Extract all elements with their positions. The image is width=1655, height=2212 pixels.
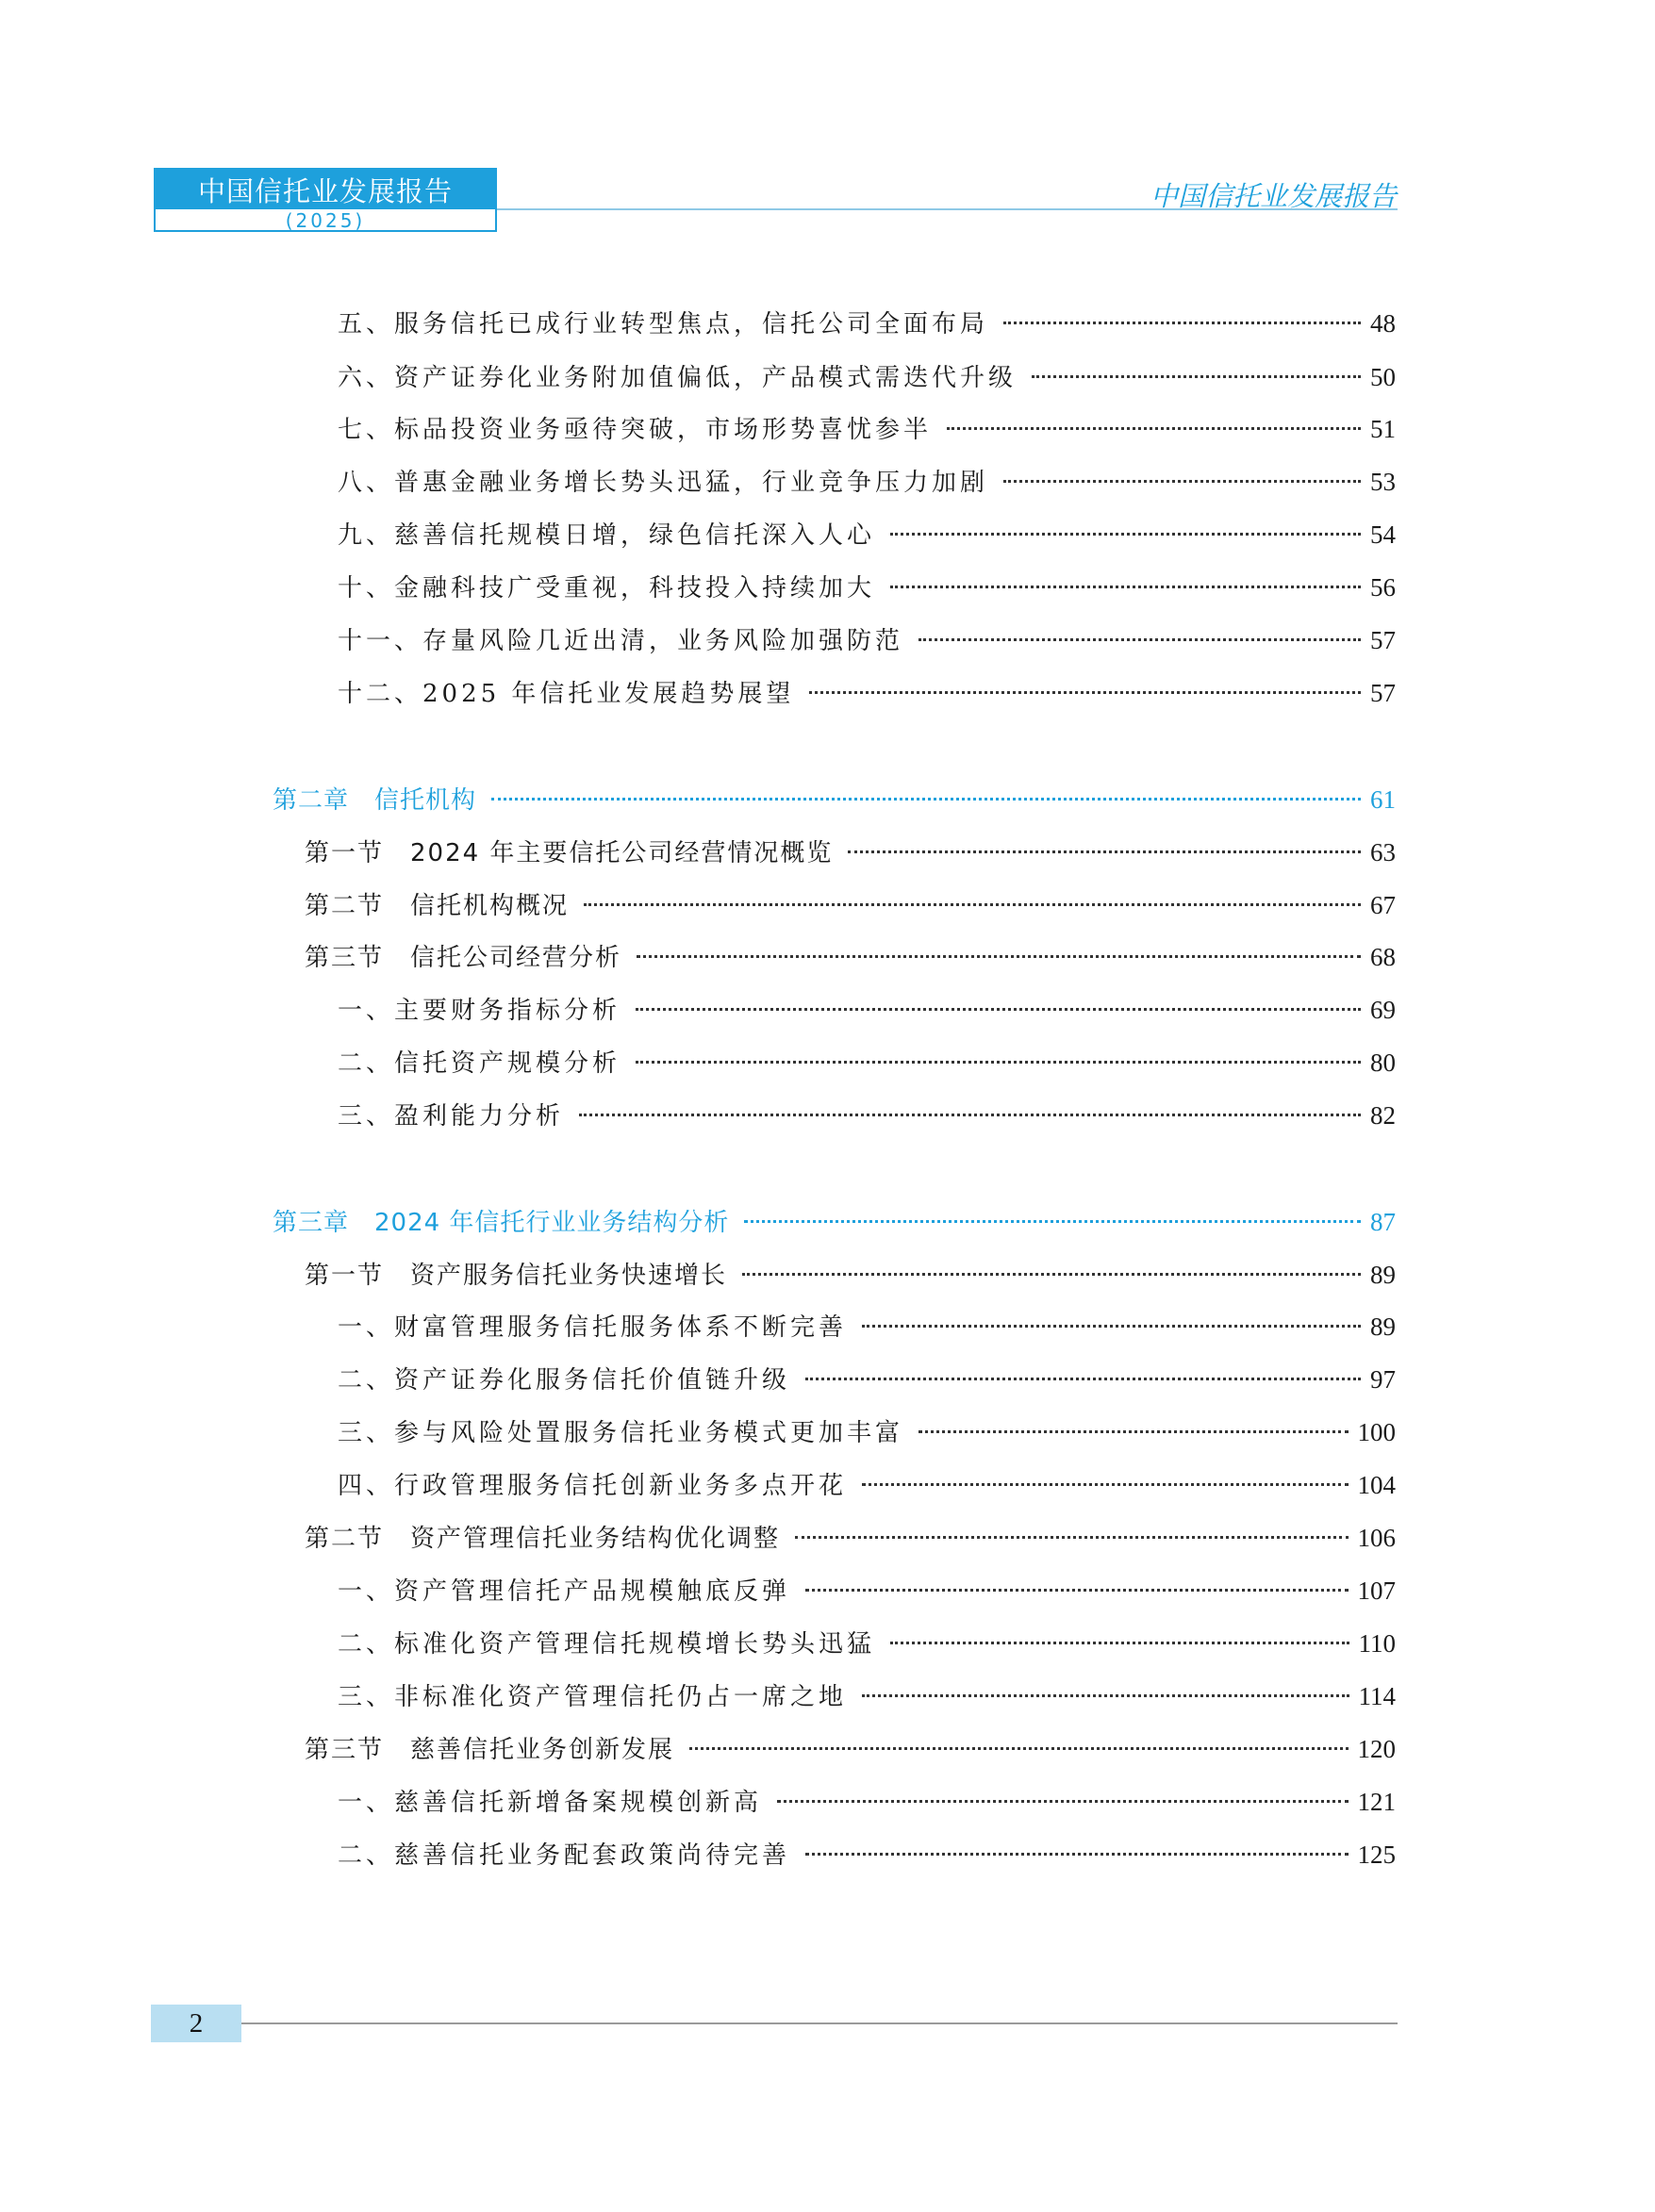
toc-leader-dots — [584, 903, 1361, 906]
toc-section-entry[interactable] — [305, 938, 1396, 976]
toc-entry-label: 一、资产管理信托产品规模触底反弹 — [338, 1577, 791, 1606]
header-left-title: 中国信托业发展报告 — [156, 170, 495, 209]
toc-section-label: 第三节 信托公司经营分析 — [305, 944, 622, 972]
toc-entry-label: 五、服务信托已成行业转型焦点，信托公司全面布局 — [338, 310, 989, 338]
toc-section-label: 第三节 慈善信托业务创新发展 — [305, 1736, 675, 1764]
toc-entry[interactable] — [338, 1361, 1396, 1398]
toc-section-label: 第二节 信托机构概况 — [305, 892, 570, 920]
toc-leader-dots — [742, 1273, 1361, 1276]
toc-leader-dots — [862, 1694, 1349, 1697]
toc-entry-label: 九、慈善信托规模日增，绿色信托深入人心 — [338, 521, 876, 550]
toc-entry-page: 97 — [1370, 1365, 1396, 1394]
page-number: 2 — [151, 2005, 241, 2042]
toc-section-entry[interactable] — [305, 886, 1396, 924]
toc-leader-dots — [919, 638, 1361, 641]
toc-entry-page: 125 — [1357, 1841, 1396, 1869]
toc-leader-dots — [809, 691, 1361, 694]
toc-entry-label: 六、资产证券化业务附加值偏低，产品模式需迭代升级 — [338, 364, 1018, 392]
toc-leader-dots — [1003, 480, 1361, 483]
toc-entry-page: 69 — [1370, 996, 1396, 1024]
header-left-year: (2025) — [285, 209, 366, 232]
toc-leader-dots — [890, 586, 1361, 588]
toc-entry-label: 三、参与风险处置服务信托业务模式更加丰富 — [338, 1419, 904, 1447]
toc-entry-label: 二、信托资产规模分析 — [338, 1049, 621, 1078]
toc-entry-label: 四、行政管理服务信托创新业务多点开花 — [338, 1472, 848, 1500]
toc-entry-page: 107 — [1357, 1576, 1396, 1605]
toc-entry[interactable] — [338, 674, 1396, 712]
toc-leader-dots — [947, 427, 1361, 430]
toc-entry-label: 十、金融科技广受重视，科技投入持续加大 — [338, 574, 876, 603]
toc-entry-page: 53 — [1370, 468, 1396, 496]
toc-chapter-label: 第二章 信托机构 — [273, 786, 477, 815]
toc-entry-page: 89 — [1370, 1312, 1396, 1341]
toc-section-label: 第一节 2024 年主要信托公司经营情况概览 — [305, 839, 834, 867]
toc-leader-dots — [805, 1378, 1361, 1380]
toc-entry[interactable] — [338, 1308, 1396, 1345]
toc-entry-page: 80 — [1370, 1048, 1396, 1077]
toc-entry[interactable] — [338, 1466, 1396, 1504]
toc-entry[interactable] — [338, 463, 1396, 501]
toc-leader-dots — [744, 1220, 1361, 1223]
toc-entry-label: 一、财富管理服务信托服务体系不断完善 — [338, 1313, 848, 1342]
toc-entry-page: 110 — [1358, 1629, 1396, 1658]
toc-entry-page: 114 — [1358, 1682, 1396, 1710]
toc-section-label: 第一节 资产服务信托业务快速增长 — [305, 1262, 728, 1290]
toc-section-page: 63 — [1370, 838, 1396, 867]
toc-section-page: 67 — [1370, 891, 1396, 919]
toc-leader-dots — [637, 955, 1361, 958]
toc-entry-label: 三、非标准化资产管理信托仍占一席之地 — [338, 1683, 848, 1711]
toc-chapter-page: 87 — [1370, 1208, 1396, 1236]
toc-leader-dots — [491, 798, 1361, 801]
toc-entry-page: 100 — [1357, 1418, 1396, 1446]
toc-entry[interactable] — [338, 1625, 1396, 1662]
toc-entry[interactable] — [338, 358, 1396, 396]
toc-section-entry[interactable] — [305, 1519, 1396, 1557]
toc-section-entry[interactable] — [305, 1730, 1396, 1768]
toc-entry-page: 57 — [1370, 626, 1396, 654]
toc-entry-label: 二、资产证券化服务信托价值链升级 — [338, 1366, 791, 1395]
toc-entry-label: 十一、存量风险几近出清，业务风险加强防范 — [338, 627, 904, 655]
toc-entry-label: 三、盈利能力分析 — [338, 1102, 565, 1131]
toc-chapter-page: 61 — [1370, 785, 1396, 814]
footer-rule — [241, 2022, 1398, 2024]
toc-entry[interactable] — [338, 305, 1396, 342]
toc-entry[interactable] — [338, 1677, 1396, 1715]
toc-entry[interactable] — [338, 621, 1396, 659]
toc-section-page: 106 — [1357, 1524, 1396, 1552]
toc-entry[interactable] — [338, 1097, 1396, 1134]
toc-leader-dots — [805, 1853, 1348, 1856]
toc-entry-label: 一、主要财务指标分析 — [338, 997, 621, 1025]
toc-entry[interactable] — [338, 1572, 1396, 1609]
header-right-title: 中国信托业发展报告 — [1150, 180, 1397, 212]
toc-chapter-label: 第三章 2024 年信托行业业务结构分析 — [273, 1209, 730, 1237]
toc-section-page: 68 — [1370, 943, 1396, 971]
toc-leader-dots — [636, 1008, 1361, 1011]
toc-entry[interactable] — [338, 1836, 1396, 1874]
toc-entry-label: 八、普惠金融业务增长势头迅猛，行业竞争压力加剧 — [338, 469, 989, 497]
toc-leader-dots — [919, 1430, 1348, 1433]
toc-entry-label: 二、慈善信托业务配套政策尚待完善 — [338, 1841, 791, 1870]
toc-entry[interactable] — [338, 1413, 1396, 1451]
toc-leader-dots — [795, 1536, 1348, 1539]
toc-entry[interactable] — [338, 569, 1396, 606]
toc-leader-dots — [636, 1061, 1361, 1064]
toc-entry-page: 104 — [1357, 1471, 1396, 1499]
toc-entry[interactable] — [338, 991, 1396, 1029]
toc-entry[interactable] — [338, 410, 1396, 448]
toc-leader-dots — [862, 1325, 1361, 1328]
toc-section-page: 89 — [1370, 1261, 1396, 1289]
toc-leader-dots — [862, 1483, 1348, 1486]
toc-entry-page: 121 — [1357, 1788, 1396, 1816]
toc-leader-dots — [1003, 322, 1361, 324]
toc-leader-dots — [1032, 375, 1361, 378]
toc-leader-dots — [848, 850, 1361, 853]
toc-chapter-entry[interactable] — [273, 781, 1396, 818]
toc-entry-page: 48 — [1370, 309, 1396, 338]
toc-section-entry[interactable] — [305, 834, 1396, 871]
toc-entry[interactable] — [338, 516, 1396, 553]
toc-leader-dots — [579, 1114, 1361, 1116]
toc-entry-label: 七、标品投资业务亟待突破，市场形势喜忧参半 — [338, 416, 933, 444]
toc-leader-dots — [890, 1642, 1349, 1644]
toc-section-entry[interactable] — [305, 1256, 1396, 1294]
toc-leader-dots — [689, 1747, 1348, 1750]
toc-leader-dots — [805, 1589, 1348, 1592]
header-title-box — [154, 168, 497, 232]
toc-entry-page: 54 — [1370, 520, 1396, 549]
toc-section-page: 120 — [1357, 1735, 1396, 1763]
toc-entry-label: 二、标准化资产管理信托规模增长势头迅猛 — [338, 1630, 876, 1659]
toc-chapter-entry[interactable] — [273, 1203, 1396, 1241]
toc-section-label: 第二节 资产管理信托业务结构优化调整 — [305, 1525, 781, 1553]
toc-entry-page: 51 — [1370, 415, 1396, 443]
toc-entry-page: 57 — [1370, 679, 1396, 707]
toc-entry-label: 十二、2025 年信托业发展趋势展望 — [338, 680, 795, 708]
toc-leader-dots — [777, 1800, 1348, 1803]
toc-entry-page: 50 — [1370, 363, 1396, 391]
toc-entry-page: 56 — [1370, 573, 1396, 602]
toc-entry[interactable] — [338, 1783, 1396, 1821]
toc-entry-label: 一、慈善信托新增备案规模创新高 — [338, 1789, 763, 1817]
toc-leader-dots — [890, 533, 1361, 536]
toc-entry[interactable] — [338, 1044, 1396, 1081]
toc-entry-page: 82 — [1370, 1101, 1396, 1130]
